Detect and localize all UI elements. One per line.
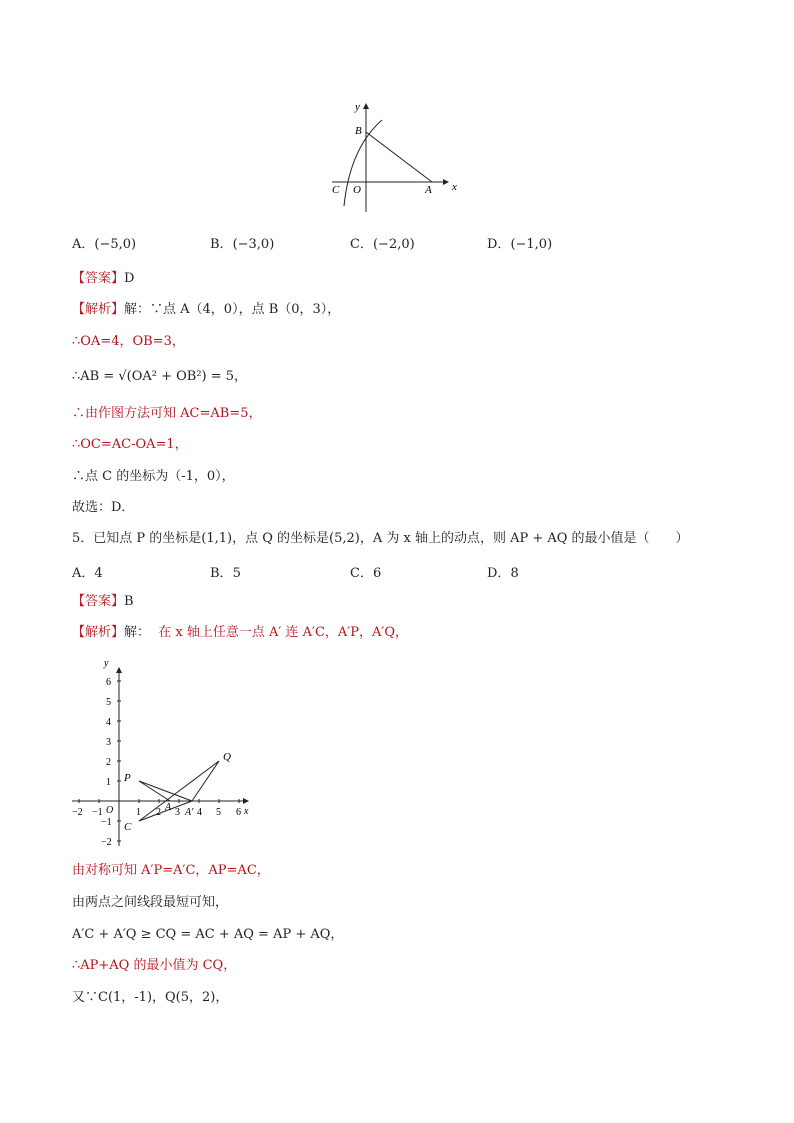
fig2-origin-label: O [106,805,114,816]
fig2-y-tick-labels [101,677,112,848]
svg-text:−1: −1 [92,807,103,818]
q5-analysis-line-2: A′C + A′Q ≥ CQ = AC + AQ = AP + AQ， [72,927,344,942]
fig2-label-a: A [165,802,172,813]
q4-option-d: D．(−1,0) [487,237,553,252]
q5-option-a: A．4 [72,566,103,581]
fig2-label-p: P [124,772,131,784]
fig2-x-label: x [244,806,249,817]
q5-option-c: C．6 [350,566,382,581]
fig1-label-b: B [355,125,362,137]
q5-answer: 【答案】B [72,594,134,609]
fig2-x-tick-labels [72,807,241,818]
svg-text:6: 6 [106,677,111,688]
q5-analysis-line-0: 由对称可知 A′P=A′C，AP=AC， [72,863,270,878]
svg-text:4: 4 [197,807,202,818]
fig2-label-q: Q [223,751,231,763]
q5-analysis-first: 【解析】解： 在 x 轴上任意一点 A′ 连 A′C，A′P，A′Q， [72,625,409,640]
fig1-label-o: O [353,184,361,196]
q5-analysis-line-1: 由两点之间线段最短可知， [72,895,229,910]
q5-analysis-line-4: 又∵C(1，-1)，Q(5，2)， [72,990,229,1005]
svg-text:5: 5 [216,807,221,818]
figure-2-coordinate-diagram [72,658,249,848]
q5-option-b: B．5 [210,566,241,581]
svg-text:3: 3 [106,737,111,748]
q4-answer: 【答案】D [72,271,135,286]
q4-option-a: A．(−5,0) [72,237,137,252]
svg-text:5: 5 [106,697,111,708]
fig1-label-c: C [332,184,340,196]
svg-text:2: 2 [156,807,161,818]
q5-question: 5．已知点 P 的坐标是(1,1)，点 Q 的坐标是(5,2)，A 为 x 轴上的动点，则 AP + AQ 的最小值是（ ） [72,531,689,546]
fig2-y-label: y [104,658,109,669]
svg-text:2: 2 [106,757,111,768]
fig1-y-label: y [355,101,360,113]
svg-text:1: 1 [106,777,111,788]
svg-text:6: 6 [236,807,241,818]
svg-text:−2: −2 [72,807,83,818]
fig2-label-c: C [124,821,132,833]
fig1-segment-ab [366,132,432,182]
fig2-label-a-prime: A′ [185,807,194,818]
fig2-segment-a-prime-q [192,761,219,801]
fig1-x-label: x [452,181,457,193]
svg-text:3: 3 [175,807,180,818]
svg-text:−1: −1 [101,817,112,828]
q4-analysis-line-3: ∴由作图方法可知 AC=AB=5， [72,406,262,421]
q5-analysis-line-3: ∴AP+AQ 的最小值为 CQ， [72,958,237,973]
q4-analysis-line-2: ∴AB = √(OA² + OB²) = 5， [72,369,248,384]
fig1-label-a: A [425,184,432,196]
svg-text:4: 4 [106,717,111,728]
svg-text:−2: −2 [101,837,112,848]
q4-analysis-line-4: ∴OC=AC-OA=1， [72,437,188,452]
q4-analysis-line-6: 故选：D． [72,500,135,515]
q4-analysis-line-5: ∴点 C 的坐标为（-1，0）， [72,469,235,484]
q5-option-d: D．8 [487,566,519,581]
q4-option-c: C．(−2,0) [350,237,415,252]
fig1-arc [344,120,382,206]
q4-option-b: B．(−3,0) [210,237,275,252]
q4-analysis-line-1: ∴OA=4，OB=3， [72,334,185,349]
q4-analysis-line-0: 【解析】解：∵点 A（4，0），点 B（0，3）， [72,302,341,317]
svg-text:1: 1 [136,807,141,818]
